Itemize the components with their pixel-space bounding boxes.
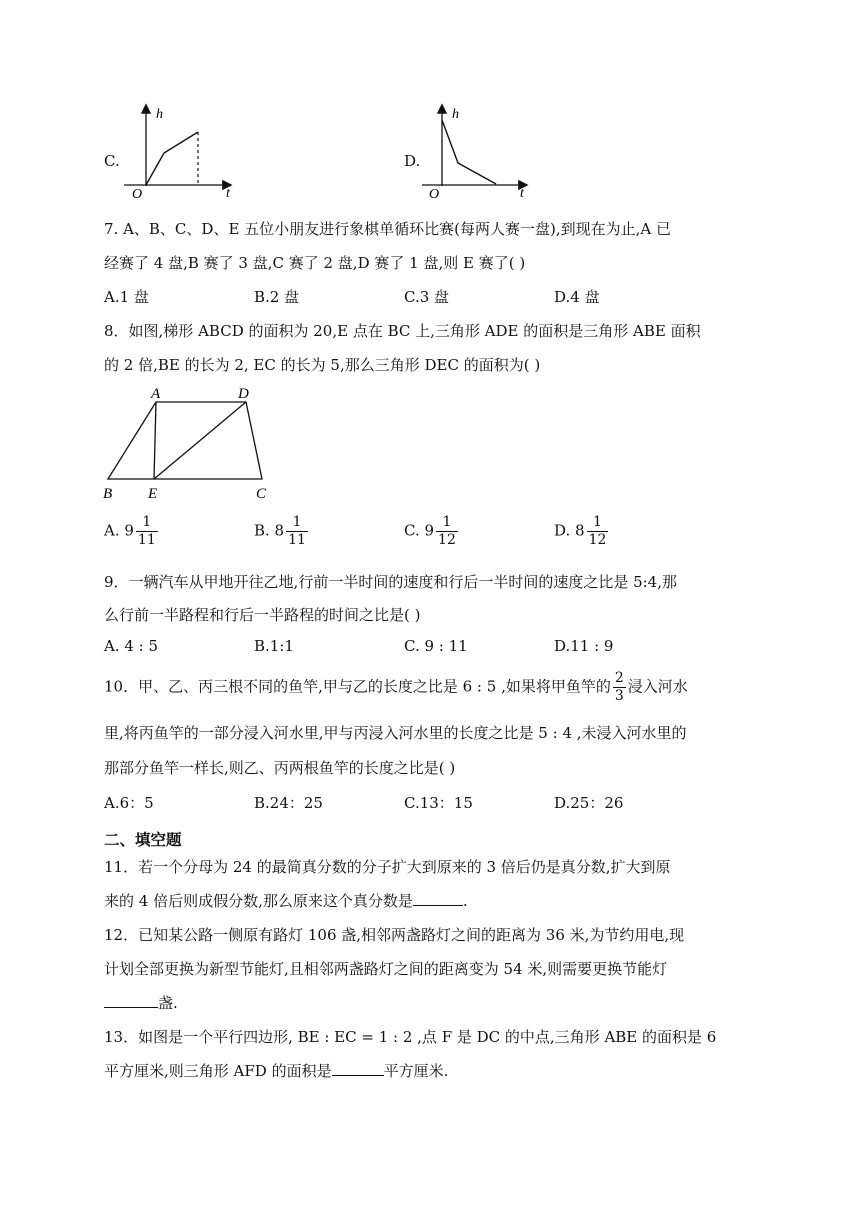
q10-option-b: B.24：25 (254, 794, 323, 812)
q10-option-a: A.6：5 (104, 794, 154, 812)
origin-label: O (132, 187, 143, 198)
graph-line (442, 120, 496, 184)
q13-answer-blank[interactable] (332, 1060, 384, 1076)
q12-answer-blank[interactable] (104, 992, 158, 1008)
q10-line1: 10．甲、乙、丙三根不同的鱼竿,甲与乙的长度之比是 6 : 5 ,如果将甲鱼竿的 $\frac{2}{3}$ 浸入河水 (104, 670, 688, 704)
q8-line2: 的 2 倍,BE 的长为 2, EC 的长为 5,那么三角形 DEC 的面积为( ) (104, 356, 541, 374)
option-d-graph (420, 100, 540, 198)
vertex-c: C (256, 486, 267, 502)
q12-line1: 12．已知某公路一侧原有路灯 106 盏,相邻两盏路灯之间的距离为 36 米,为节约用电,现 (104, 926, 685, 944)
trapezoid-abcd (108, 402, 262, 479)
q7-line2: 经赛了 4 盘,B 赛了 3 盘,C 赛了 2 盘,D 赛了 1 盘,则 E 赛了( ) (104, 254, 526, 272)
axis-h-label: h (452, 107, 459, 122)
axis-h-label: h (156, 107, 163, 122)
q8-option-b: B. 8 $\frac{1}{11}$ (254, 514, 306, 548)
vertex-b: B (103, 486, 113, 502)
q9-line2: 么行前一半路程和行后一半路程的时间之比是( ) (104, 606, 421, 624)
q12-line3: 盏. (104, 992, 178, 1013)
q9-option-d: D.11 : 9 (554, 637, 614, 655)
segment-de (154, 402, 246, 479)
q10-line3: 那部分鱼竿一样长,则乙、丙两根鱼竿的长度之比是( ) (104, 759, 456, 777)
q7-option-b: B.2 盘 (254, 288, 300, 306)
q10-option-c: C.13：15 (404, 794, 473, 812)
section-heading-fill-in: 二、填空题 (104, 831, 182, 849)
q8-option-c: C. 9 $\frac{1}{12}$ (404, 514, 456, 548)
q7-option-a: A.1 盘 (104, 288, 149, 306)
q8-option-a: A. 9 $\frac{1}{11}$ (104, 514, 156, 548)
q10-line2: 里,将丙鱼竿的一部分浸入河水里,甲与丙浸入河水里的长度之比是 5 : 4 ,未浸入河水里的 (104, 724, 687, 742)
q13-line1: 13．如图是一个平行四边形, BE : EC = 1 : 2 ,点 F 是 DC 的中点,三角形 ABE 的面积是 6 (104, 1028, 717, 1046)
vertex-e: E (148, 486, 158, 502)
option-d-label: D. (404, 152, 421, 170)
q11-line1: 11．若一个分母为 24 的最简真分数的分子扩大到原来的 3 倍后仍是真分数,扩大到原 (104, 858, 671, 876)
q9-option-a: A. 4 : 5 (104, 637, 159, 655)
vertex-d: D (238, 386, 249, 402)
q7-option-d: D.4 盘 (554, 288, 600, 306)
q7-line1: 7. A、B、C、D、E 五位小朋友进行象棋单循环比赛(每两人赛一盘),到现在为止,A 已 (104, 220, 672, 238)
q9-option-c: C. 9 : 11 (404, 637, 468, 655)
q8-option-d: D. 8 $\frac{1}{12}$ (554, 514, 607, 548)
option-c-graph (118, 100, 238, 198)
q11-answer-blank[interactable] (413, 890, 463, 906)
trapezoid-figure (100, 384, 280, 504)
segment-ae (154, 402, 156, 479)
q7-option-c: C.3 盘 (404, 288, 450, 306)
q9-line1: 9．一辆汽车从甲地开往乙地,行前一半时间的速度和行后一半时间的速度之比是 5:4,那 (104, 573, 677, 591)
graph-line (146, 132, 198, 185)
axis-t-label: t (520, 186, 524, 198)
q9-option-b: B.1:1 (254, 637, 294, 655)
origin-label: O (429, 187, 440, 198)
q8-line1: 8．如图,梯形 ABCD 的面积为 20,E 点在 BC 上,三角形 ADE 的面积是三角形 ABE 面积 (104, 322, 701, 340)
option-c-label: C. (104, 152, 120, 170)
q13-line2: 平方厘米,则三角形 AFD 的面积是 平方厘米. (104, 1062, 449, 1080)
q10-option-d: D.25：26 (554, 794, 624, 812)
q12-line2: 计划全部更换为新型节能灯,且相邻两盏路灯之间的距离变为 54 米,则需要更换节能灯 (104, 960, 668, 978)
vertex-a: A (151, 386, 161, 402)
axis-t-label: t (226, 186, 230, 198)
q11-line2: 来的 4 倍后则成假分数,那么原来这个真分数是 . (104, 892, 468, 910)
